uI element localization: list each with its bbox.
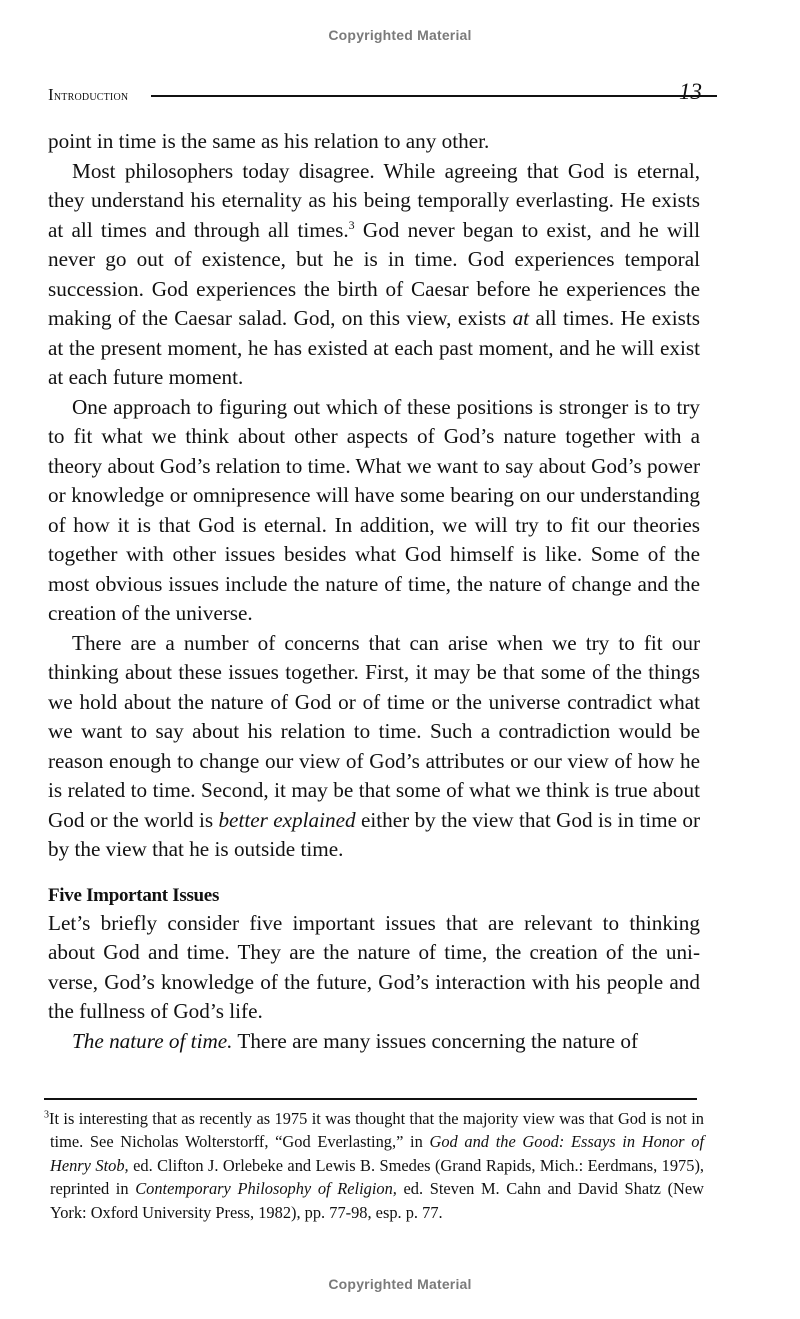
copyright-watermark-top: Copyrighted Material [328,27,472,43]
paragraph-2-text-b: God never began to exist, and he will never go out of existence, but he is in time. God experiences temporal succession. God experiences the birth of Caesar before he experiences the making of the Caesar salad. God, on this view, exists [48,217,700,330]
paragraph-5: Let’s briefly consider five important issues that are relevant to thinking about God and time. They are the nature of time, the creation of the universe, God’s knowledge of the future, God’s interaction with his people and the fullness of God’s life. [48,910,700,1023]
footnote-marker: 3 [44,1109,49,1121]
emphasis-better-explained: better explained [218,807,356,832]
chapter-title [48,85,128,105]
page-number: 13 [679,79,702,104]
chapter-title-rest: ntroduction [53,89,129,104]
footnote-3 [44,1107,704,1224]
footnote-text-b: ed. Clifton J. Orlebeke and Lewis B. Smedes (Grand Rapids, Mich.: Eerdmans, 1975), reprinted in [50,1155,704,1199]
paragraph-6-text: There are many issues concerning the nature of [232,1028,639,1053]
running-head [48,80,702,108]
paragraph-2-text-a: Most philosophers today disagree. While agreeing that God is eternal, they understand his eternality as his being temporally everlasting. He exists at all times and through all times. [48,158,700,242]
footnote-book-title-2: Contemporary Philosophy of Religion, [135,1179,397,1199]
paragraph-1: point in time is the same as his relation to any other. [48,129,490,153]
footnote-reference-3[interactable]: 3 [348,217,355,232]
run-in-heading-nature-of-time: The nature of time. [72,1028,233,1053]
body-text [48,127,700,1056]
paragraph-4-text-a: There are a number of concerns that can arise when we try to fit our thinking about these issues together. First, it may be that some of the things we hold about the nature of God or of time or the universe contradict what we want to say about his relation to time. Such a contradiction would be reason enough to change our view of God’s attributes or our view of how he is related to time. Second, it may be that some of what we think is true about God or the world is [48,630,700,832]
footnote-rule [44,1098,697,1100]
emphasis-at: at [512,306,530,330]
paragraph-3: One approach to figuring out which of these positions is stronger is to try to fit what we think about other aspects of God’s nature together with a theory about God’s relation to time. What we want to say about God’s power or knowledge or omnipresence will have some bearing on our understanding of how it is that God is eternal. In addition, we will try to fit our theories together with other issues besides what God himself is like. Some of the most obvious issues include the nature of time, the nature of change and the creation of the universe. [48,394,700,625]
footnote-book-title-1: God and the Good: Essays in Honor of Henry Stob, [50,1132,704,1175]
section-heading: Five Important Issues [48,884,220,906]
paragraph-2-text-c: all times. He exists at the present moment, he has existed at each past moment, and he will exist at each future moment. [48,306,701,389]
header-rule [151,95,717,97]
paragraph-2 [48,157,700,393]
paragraph-6 [48,1027,700,1057]
chapter-title-initial: I [48,85,54,104]
footnote-text-c: ed. Steven M. Cahn and David Shatz (New York: Oxford University Press, 1982), pp. 77-98, esp. p. 77. [50,1179,705,1222]
footnote-text-a: It is interesting that as recently as 1975 it was thought that the majority view was that God is not in time. See Nicholas Wolterstorff, “God Everlasting,” in [49,1109,704,1152]
paragraph-4 [48,629,700,865]
copyright-watermark-bottom: Copyrighted Material [328,1276,472,1292]
paragraph-4-text-b: either by the view that God is in time or by the view that he is outside time. [48,807,700,861]
